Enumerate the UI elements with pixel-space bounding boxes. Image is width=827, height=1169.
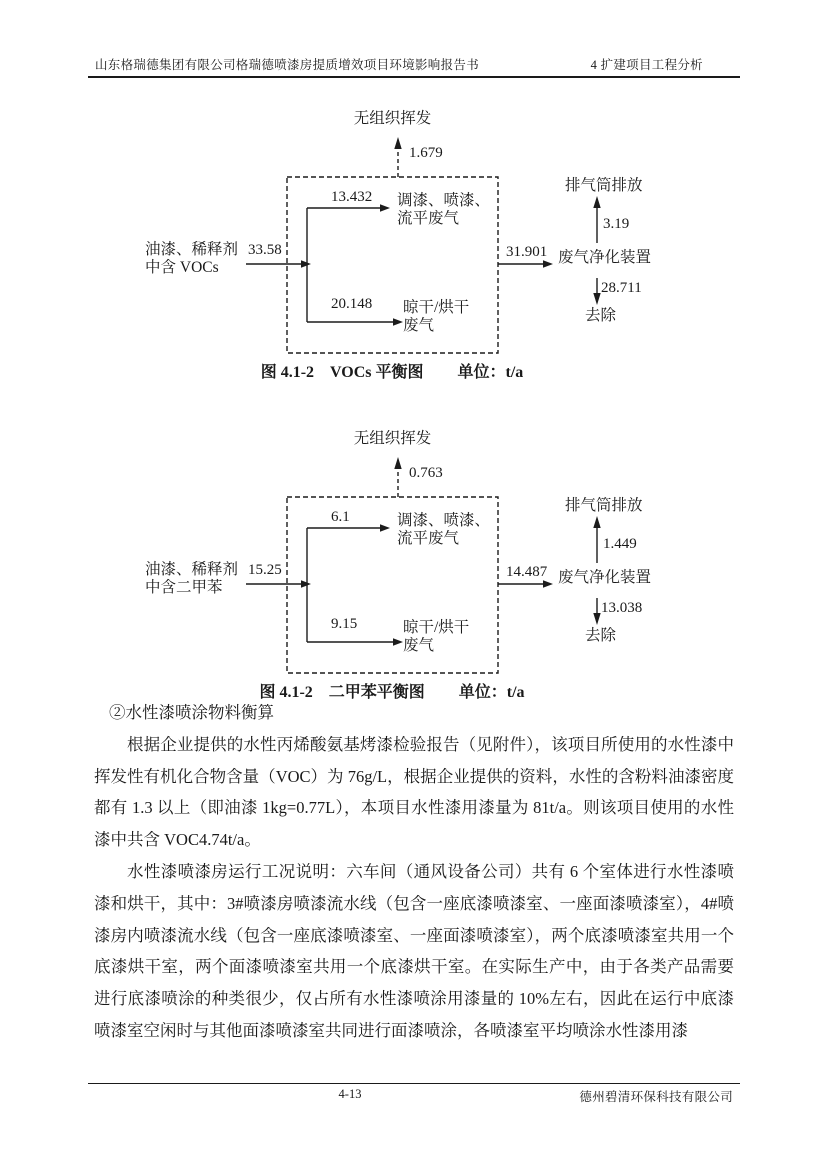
branch2-arrowhead-right [393, 638, 403, 646]
header-chapter: 4 扩建项目工程分析 [590, 58, 703, 72]
input-value: 15.25 [248, 562, 282, 578]
fugitive-arrowhead-up [394, 137, 401, 149]
footer-rule [88, 1083, 740, 1084]
footer-company: 德州碧清环保科技有限公司 [579, 1090, 733, 1104]
body-text [94, 697, 734, 1047]
removed-arrowhead-down [593, 293, 600, 305]
spray-branch-label: 调漆、喷漆、 流平废气 [397, 512, 491, 547]
fugitive-emission-label: 无组织挥发 [353, 430, 432, 447]
stack-discharge-value: 3.19 [603, 216, 630, 232]
removed-arrowhead-down [593, 613, 600, 625]
drying-branch-value: 20.148 [331, 296, 373, 312]
drying-branch-label: 晾干/烘干 废气 [403, 619, 470, 654]
spray-branch-value: 13.432 [331, 189, 373, 205]
spray-branch-value: 6.1 [331, 509, 350, 525]
output-arrowhead-right [543, 260, 553, 268]
input-value: 33.58 [248, 242, 282, 258]
removed-label: 去除 [585, 627, 617, 644]
page-number: 4-13 [338, 1087, 362, 1101]
removed-value: 13.038 [601, 600, 643, 616]
output-value: 14.487 [506, 564, 548, 580]
diagram-xylene-balance [0, 420, 827, 715]
paragraph-operating-conditions: 水性漆喷漆房运行工况说明：六车间（通风设备公司）共有 6 个室体进行水性漆喷漆和烘干，其中：3#喷漆房喷漆流水线（包含一座底漆喷漆室、一座面漆喷漆室），4#喷漆房内喷漆流水线（包含一座底漆喷漆室、一座面漆喷漆室），两个底漆喷漆室共用一个底漆烘干室，两个面漆喷漆室共用一个底漆烘干室。在实际生产中，由于各类产品需要进行底漆喷涂的种类很少，仅占所有水性漆喷涂用漆量的 10%左右，因此在运行中底漆喷漆室空闲时与其他面漆喷漆室共同进行面漆喷涂，各喷漆室平均喷涂水性漆用漆 [94, 861, 734, 1040]
section-heading: ②水性漆喷涂物料衡算 [109, 703, 274, 722]
spray-branch-label: 调漆、喷漆、 流平废气 [397, 192, 491, 227]
header-doc-title: 山东格瑞德集团有限公司格瑞德喷漆房提质增效项目环境影响报告书 [95, 58, 480, 72]
figure-caption: 图 4.1-2 二甲苯平衡图 单位：t/a [259, 684, 525, 701]
input-arrowhead-right [301, 580, 311, 588]
branch1-arrowhead-right [380, 204, 390, 212]
fugitive-emission-value: 0.763 [409, 465, 443, 481]
fugitive-emission-value: 1.679 [409, 145, 443, 161]
stack-arrowhead-up [593, 196, 600, 208]
removed-value: 28.711 [601, 280, 642, 296]
removed-label: 去除 [585, 307, 617, 324]
treatment-device-label: 废气净化装置 [558, 249, 652, 266]
paragraph-voc-content: 根据企业提供的水性丙烯酸氨基烤漆检验报告（见附件），该项目所使用的水性漆中挥发性有机化合物含量（VOC）为 76g/L，根据企业提供的资料，水性的含粉料油漆密度都有 1.3 以上（即油漆 1kg=0.77L），本项目水性漆用漆量为 81t/a。则该项目使用的水性漆中共含 VOC4.74t/a。 [94, 734, 734, 850]
figure-caption: 图 4.1-2 VOCs 平衡图 单位：t/a [260, 364, 524, 381]
stack-discharge-label: 排气筒排放 [565, 177, 643, 194]
source-label: 油漆、稀释剂 中含二甲苯 [145, 561, 239, 596]
diagram-vocs-balance [0, 100, 827, 395]
drying-branch-label: 晾干/烘干 废气 [403, 299, 470, 334]
stack-discharge-label: 排气筒排放 [565, 497, 643, 514]
drying-branch-value: 9.15 [331, 616, 358, 632]
stack-arrowhead-up [593, 516, 600, 528]
output-value: 31.901 [506, 244, 548, 260]
stack-discharge-value: 1.449 [603, 536, 637, 552]
branch2-arrowhead-right [393, 318, 403, 326]
branch1-arrowhead-right [380, 524, 390, 532]
header-rule [88, 76, 740, 78]
fugitive-emission-label: 无组织挥发 [353, 110, 432, 127]
source-label: 油漆、稀释剂 中含 VOCs [145, 241, 239, 276]
treatment-device-label: 废气净化装置 [558, 569, 652, 586]
output-arrowhead-right [543, 580, 553, 588]
input-arrowhead-right [301, 260, 311, 268]
fugitive-arrowhead-up [394, 457, 401, 469]
